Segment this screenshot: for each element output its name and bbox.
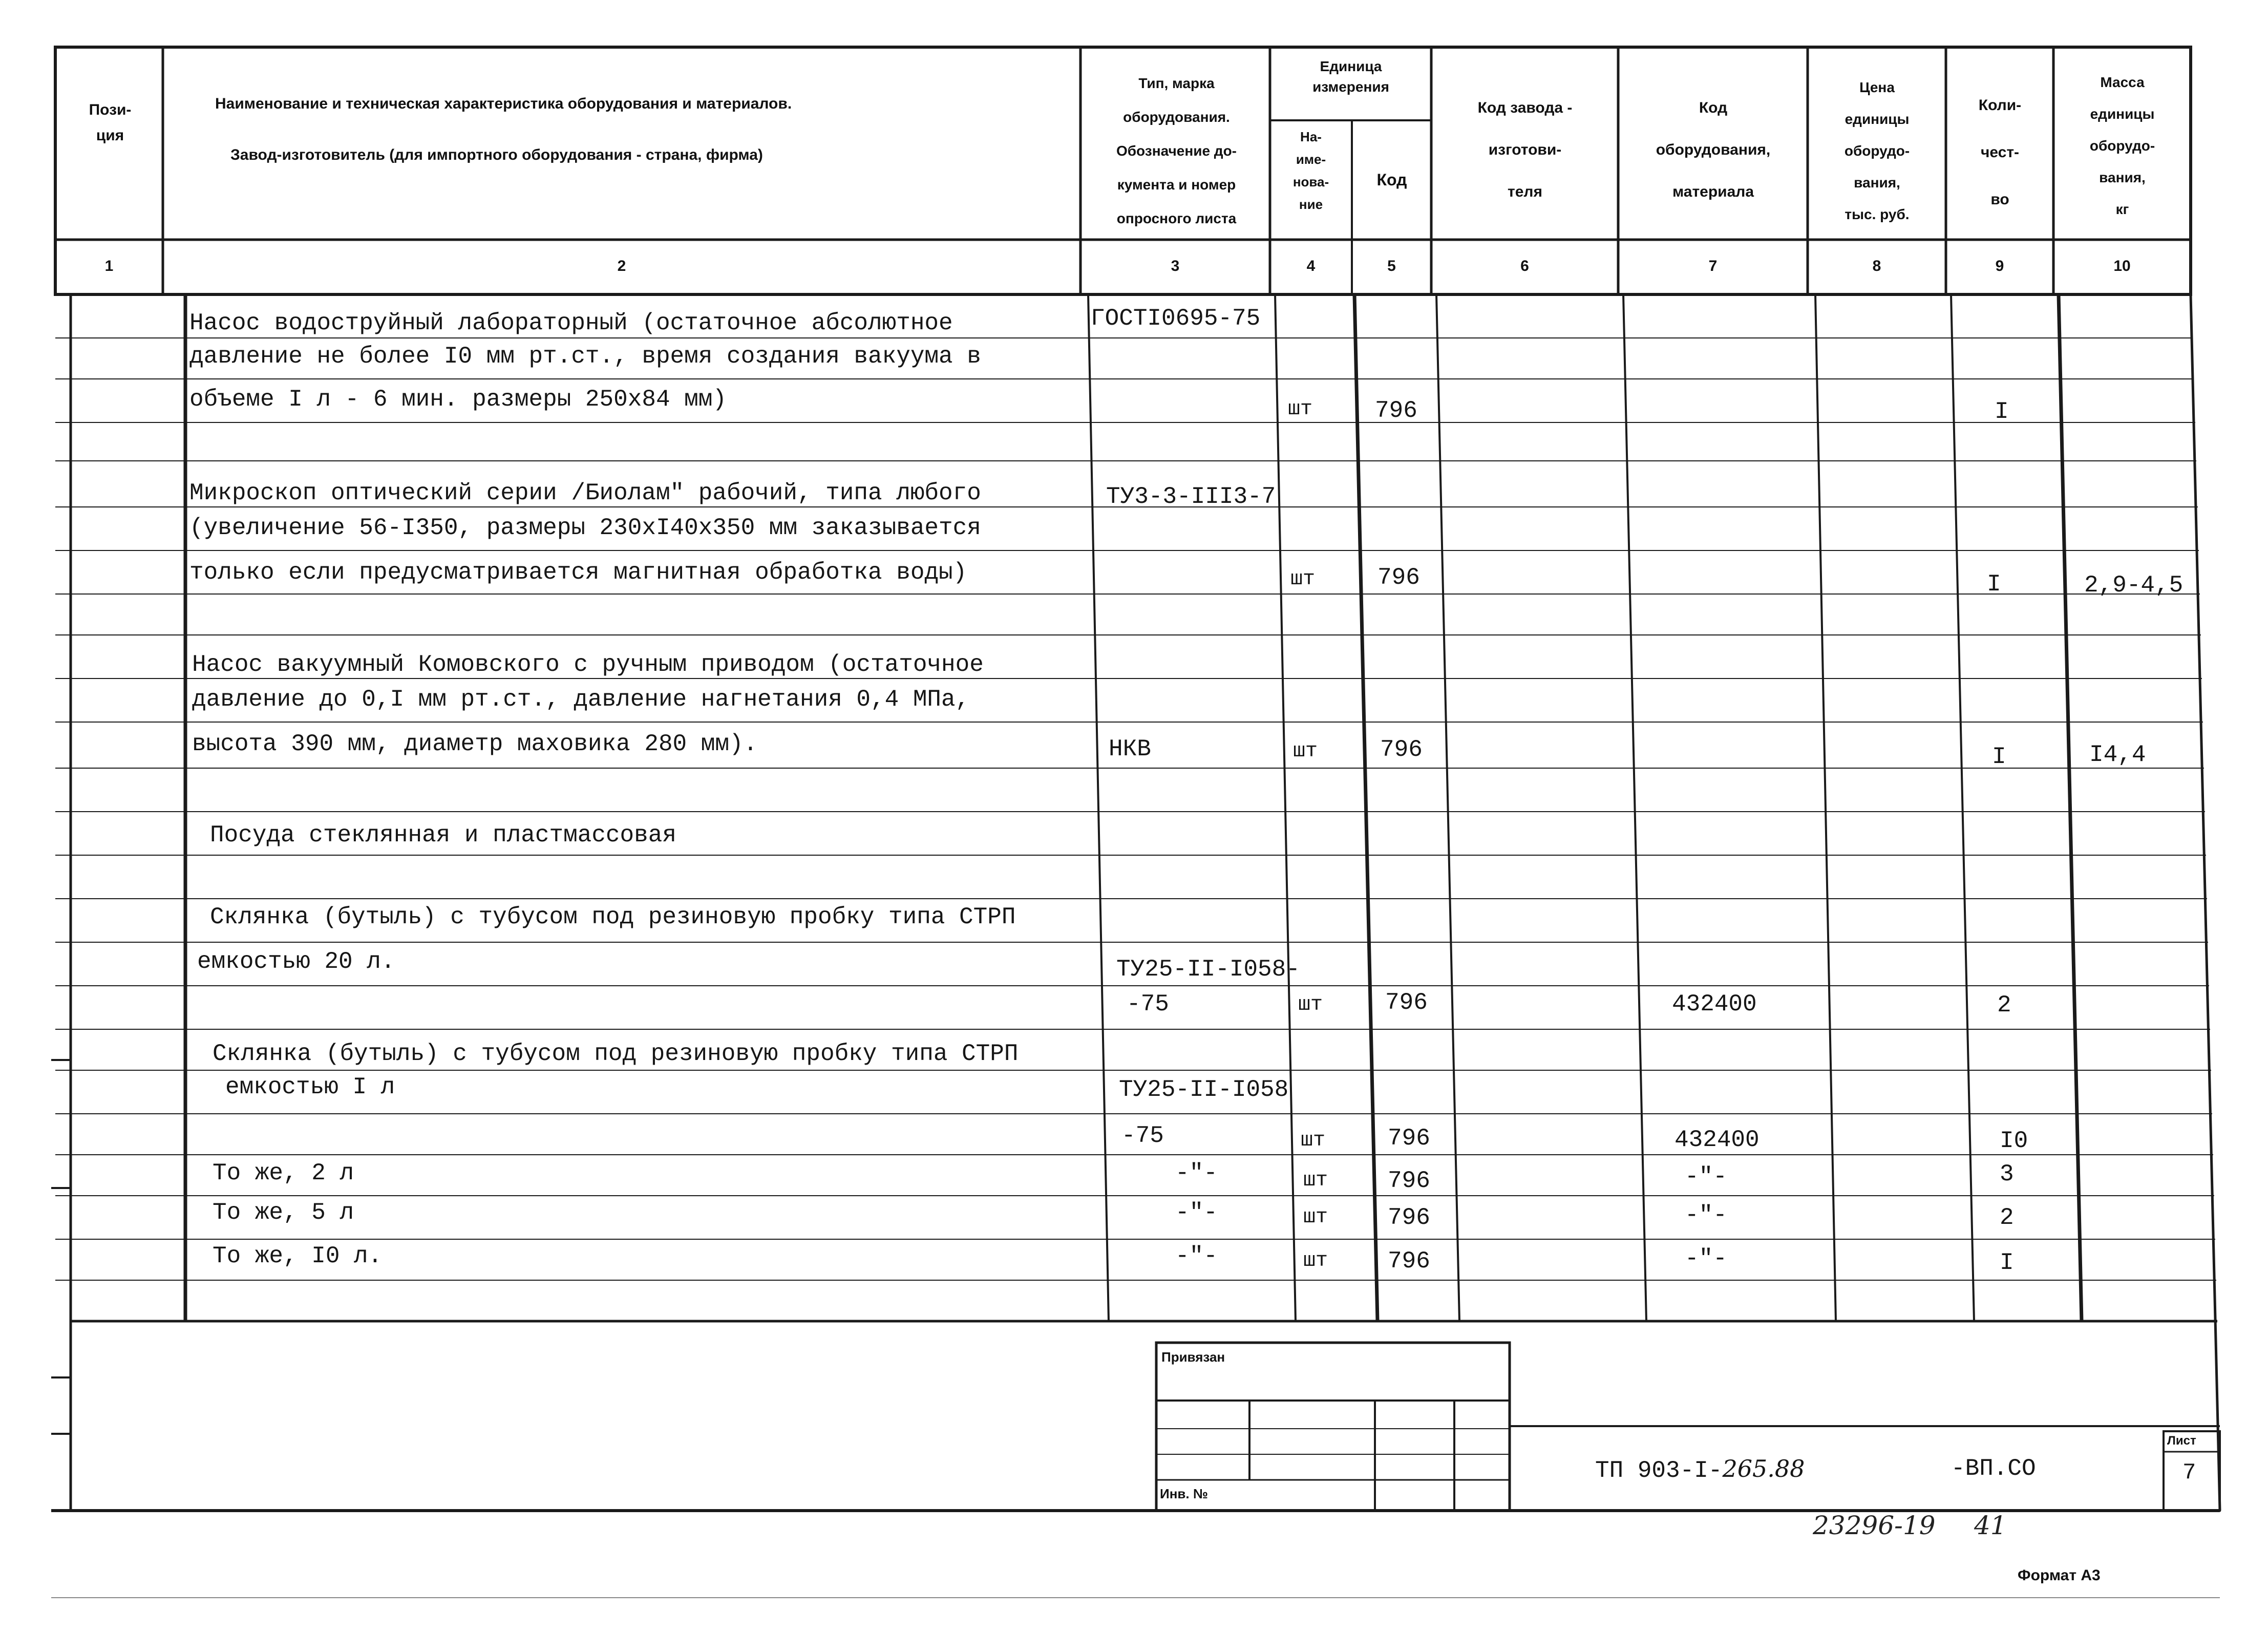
header-price-line1: Цена [1859, 79, 1895, 95]
item7-name: То же, 5 л [213, 1199, 354, 1226]
item1-code: 796 [1375, 397, 1417, 424]
item8-code: 796 [1388, 1248, 1430, 1275]
item4-qty: 2 [1997, 992, 2011, 1019]
header-plant-code-line3: теля [1508, 183, 1542, 200]
item8-material-code: -"- [1685, 1245, 1727, 1272]
header-price [1809, 72, 1945, 230]
header-price-line5: тыс. руб. [1845, 206, 1910, 222]
item2-code: 796 [1377, 564, 1420, 591]
header-position [61, 97, 159, 149]
header-type-line5: опросного листа [1116, 210, 1237, 226]
header-unit-name-line4: ние [1299, 197, 1323, 212]
item3-unit: шт [1293, 740, 1318, 763]
stamp-doc-code-a: ТП 903-I- [1595, 1457, 1723, 1484]
stamp-inv-no: Инв. № [1160, 1486, 1208, 1501]
header-mass-line2: единицы [2090, 106, 2155, 122]
item3-name-line3: высота 390 мм, диаметр маховика 280 мм). [192, 731, 758, 757]
item6-material-code: -"- [1685, 1163, 1727, 1190]
item1-name-line3: объеме I л - 6 мин. размеры 250х84 мм) [189, 386, 727, 413]
header-position-line1: Пози- [89, 101, 132, 118]
item4-material-code: 432400 [1672, 991, 1757, 1017]
item5-code: 796 [1388, 1125, 1430, 1152]
item4-type-line2: -75 [1127, 991, 1169, 1017]
item1-name-line2: давление не более I0 мм рт.ст., время создания вакуума в [189, 343, 981, 370]
header-mass-line4: вания, [2099, 169, 2146, 185]
item2-name-line3: только если предусматривается магнитная обработка воды) [189, 559, 967, 586]
header-type-line2: оборудования. [1123, 109, 1230, 125]
item1-unit: шт [1288, 398, 1313, 421]
header-unit-name [1271, 125, 1351, 216]
item2-name-line2: (увеличение 56-I350, размеры 230хI40х350 мм заказывается [189, 515, 981, 541]
item2-mass: 2,9-4,5 [2084, 572, 2184, 599]
item2-name-line1: Микроскоп оптический серии /Биолам" рабочий, типа любого [189, 480, 981, 506]
item4-type-line1: ТУ25-II-I058- [1116, 956, 1300, 983]
header-name [215, 91, 1075, 168]
item6-qty: 3 [2000, 1161, 2014, 1187]
header-mass-line3: оборудо- [2089, 138, 2155, 154]
header-quantity [1947, 82, 2053, 223]
stamp-privyazan: Привязан [1161, 1349, 1225, 1365]
header-material-code-line1: Код [1699, 99, 1728, 116]
item5-type-line1: ТУ25-II-I058 [1119, 1076, 1289, 1103]
header-price-line3: оборудо- [1844, 143, 1910, 159]
header-unit-line2: измерения [1312, 79, 1389, 95]
header-name-line1: Наименование и техническая характеристика оборудования и материалов. [215, 95, 792, 112]
item2-unit: шт [1290, 568, 1316, 591]
header-price-line2: единицы [1845, 111, 1910, 127]
item7-unit: шт [1303, 1206, 1328, 1229]
stamp-sheet-label: Лист [2167, 1434, 2196, 1448]
item7-material-code: -"- [1685, 1202, 1727, 1228]
item8-type: -"- [1175, 1243, 1218, 1269]
section-heading: Посуда стеклянная и пластмассовая [210, 822, 676, 849]
header-mass-line5: кг [2115, 201, 2129, 217]
item8-qty: I [2000, 1249, 2014, 1276]
header-type-line4: кумента и номер [1117, 177, 1236, 193]
item3-mass: I4,4 [2089, 741, 2146, 768]
stamp-doc-code-b: 265.88 [1722, 1455, 1805, 1482]
item1-name-line1: Насос водоструйный лабораторный (остаточное абсолютное [189, 310, 953, 336]
header-position-line2: ция [96, 127, 124, 144]
item6-unit: шт [1303, 1169, 1328, 1192]
header-unit-code: Код [1376, 171, 1407, 189]
header-mass-line1: Масса [2100, 74, 2145, 90]
item8-unit: шт [1303, 1249, 1328, 1273]
column-number-2: 2 [617, 258, 626, 274]
item5-name-line2: емкостью I л [225, 1074, 395, 1100]
stamp-doc-suffix: -ВП.СО [1951, 1455, 2036, 1482]
header-mass [2054, 67, 2190, 225]
header-type [1083, 67, 1270, 236]
header-quantity-line2: чест- [1980, 144, 2020, 161]
header-name-line2: Завод-изготовитель (для импортного оборудования - страна, фирма) [230, 146, 763, 163]
header-type-line3: Обозначение до- [1116, 143, 1237, 159]
header-material-code [1619, 87, 1807, 213]
item1-qty: I [1995, 398, 2009, 425]
item3-type: НКВ [1109, 736, 1151, 762]
item5-name-line1: Склянка (бутыль) с тубусом под резиновую пробку типа СТРП [213, 1041, 1019, 1067]
header-plant-code-line2: изготови- [1488, 141, 1562, 158]
header-material-code-line2: оборудования, [1656, 141, 1771, 158]
header-quantity-line3: во [1990, 191, 2009, 208]
column-number-6: 6 [1520, 258, 1529, 274]
column-number-1: 1 [104, 258, 114, 274]
column-number-4: 4 [1306, 258, 1316, 274]
header-material-code-line3: материала [1672, 183, 1754, 200]
item6-code: 796 [1388, 1168, 1430, 1194]
item4-unit: шт [1298, 993, 1323, 1016]
item7-qty: 2 [2000, 1204, 2014, 1231]
item3-name-line2: давление до 0,I мм рт.ст., давление нагнетания 0,4 МПа, [192, 686, 970, 713]
column-number-10: 10 [2113, 258, 2131, 274]
column-number-3: 3 [1171, 258, 1180, 274]
item5-material-code: 432400 [1674, 1127, 1760, 1153]
header-unit-name-line3: нова- [1292, 174, 1329, 189]
column-number-9: 9 [1995, 258, 2004, 274]
item2-type: ТУ3-3-III3-7 [1106, 483, 1276, 510]
sheet-format: Формат А3 [2018, 1567, 2101, 1584]
header-unit-line1: Единица [1320, 58, 1382, 74]
item6-type: -"- [1175, 1160, 1218, 1186]
item4-name-line1: Склянка (бутыль) с тубусом под резиновую пробку типа СТРП [210, 904, 1016, 930]
column-number-7: 7 [1708, 258, 1718, 274]
item4-name-line2: емкостью 20 л. [197, 948, 395, 975]
item6-name: То же, 2 л [213, 1160, 354, 1186]
item4-code: 796 [1385, 989, 1428, 1016]
header-unit [1271, 56, 1431, 97]
item3-code: 796 [1380, 736, 1423, 763]
item7-type: -"- [1175, 1199, 1218, 1226]
item5-type-line2: -75 [1121, 1122, 1164, 1149]
item2-qty: I [1987, 571, 2001, 598]
archive-number: 23296-19 [1813, 1511, 1936, 1540]
item1-type: ГОСТI0695-75 [1091, 305, 1261, 332]
header-plant-code [1432, 87, 1618, 213]
column-number-8: 8 [1872, 258, 1881, 274]
item3-qty: I [1992, 744, 2006, 770]
item3-name-line1: Насос вакуумный Комовского с ручным приводом (остаточное [192, 651, 984, 678]
item8-name: То же, I0 л. [213, 1243, 383, 1269]
archive-page: 41 [1974, 1511, 2007, 1540]
stamp-doc-code [1595, 1454, 1805, 1485]
header-unit-name-line1: На- [1300, 129, 1322, 144]
header-unit-name-line2: име- [1296, 152, 1326, 167]
header-price-line4: вания, [1854, 175, 1900, 190]
item5-qty: I0 [2000, 1128, 2028, 1154]
header-quantity-line1: Коли- [1978, 97, 2022, 114]
item7-code: 796 [1388, 1204, 1430, 1231]
item5-unit: шт [1301, 1129, 1326, 1152]
header-type-line1: Тип, марка [1138, 75, 1215, 91]
header-plant-code-line1: Код завода - [1477, 99, 1573, 116]
stamp-sheet-number: 7 [2182, 1460, 2196, 1486]
column-number-5: 5 [1387, 258, 1396, 274]
